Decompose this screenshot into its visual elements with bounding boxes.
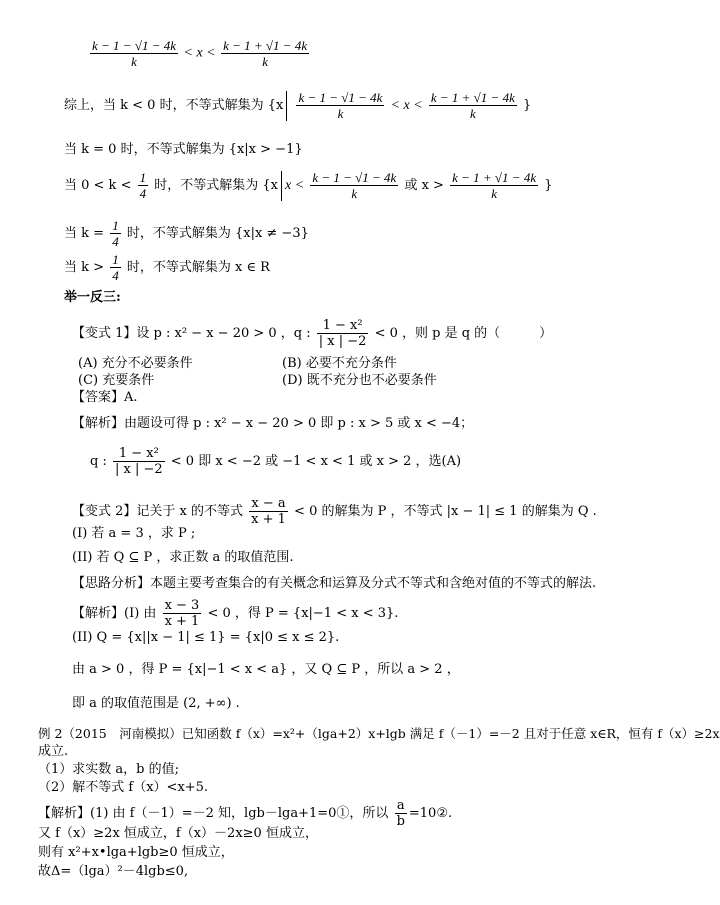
example-2-title: 例 2（2015 河南模拟）已知函数 f（x）=x²+（lga+2）x+lgb 满足 f（－1）=－2 且对于任意 x∈R，恒有 f（x）≥2x [38,726,720,741]
answer: 【答案】A. [72,390,138,405]
denominator: | x | −2 [318,334,367,349]
text: 当 k > [64,260,105,275]
subquestion-1: (I) 若 a = 3 ，求 P ; [72,526,196,541]
solution-line-3: 由 a > 0 ，得 P = {x|−1 < x < a} ，又 Q ⊆ P ，所以 a > 2 ， [72,662,460,677]
denominator: x + 1 [164,614,200,629]
line-k-quarter [64,218,309,249]
solution-line-4: 即 a 的取值范围是 (2, +∞) . [72,696,240,711]
text: < 0 ，则 p 是 q 的（ ） [374,326,553,341]
denominator: k [131,54,137,69]
variant-1-question [72,318,552,349]
line-k-zero: 当 k = 0 时，不等式解集为 {x|x > −1} [64,142,303,157]
example-2-solution-3: 则有 x²+x•lga+lgb≥0 恒成立， [38,845,234,860]
fraction [90,38,178,69]
numerator: 1 [139,170,147,185]
fraction [221,38,309,69]
thinking-analysis: 【思路分析】本题主要考查集合的有关概念和运算及分式不等式和含绝对值的不等式的解法. [72,576,597,591]
denominator: | x | −2 [114,462,163,477]
fraction [110,252,121,283]
example-2-q2: （2）解不等式 f（x）<x+5. [38,780,209,795]
text: < 0 的解集为 P ，不等式 |x − 1| ≤ 1 的解集为 Q . [294,504,597,519]
example-2-solution-1 [38,798,452,829]
numerator: x − a [249,496,288,512]
text: 综上，当 k < 0 时，不等式解集为 {x [64,98,284,113]
numerator: 1 [112,252,119,267]
text: 【变式 2】记关于 x 的不等式 [72,504,243,519]
text: x < [285,178,305,193]
numerator: 1 − x² [317,318,369,334]
text: 【变式 1】设 p : x² − x − 20 > 0 ，q : [72,326,311,341]
set-bar [286,91,287,121]
text: < x < [183,45,216,61]
numerator: k − 1 + √1 − 4k [430,90,515,105]
fraction [310,170,398,201]
example-2-solution-4: 故Δ=（lga）²－4lgb≤0, [38,864,189,879]
text: 当 k = [64,226,105,241]
line-k-greater [64,252,270,283]
line-k-between [64,170,553,201]
denominator: 4 [112,234,119,249]
denominator: k [262,54,268,69]
numerator: k − 1 + √1 − 4k [452,170,537,185]
text: =10②. [408,806,453,821]
section-heading: 举一反三: [64,290,121,305]
text: 时，不等式解集为 {x [154,178,278,193]
denominator: k [469,106,476,121]
fraction [110,218,121,249]
fraction [138,170,149,201]
example-2-solution-2: 又 f（x）≥2x 恒成立，f（x）－2x≥0 恒成立， [38,826,318,841]
solution-line-2: (II) Q = {x||x − 1| ≤ 1} = {x|0 ≤ x ≤ 2}. [72,630,340,645]
numerator: k − 1 − √1 − 4k [298,90,383,105]
fraction [317,318,369,349]
solution-line-1 [72,598,398,629]
text: 当 0 < k < [64,178,132,193]
text: 时，不等式解集为 {x|x ≠ −3} [126,226,309,241]
denominator: 4 [112,268,119,283]
denominator: k [491,186,497,201]
text: } [544,178,553,193]
denominator: b [396,814,405,829]
numerator: 1 [112,218,119,233]
text: 【解析】(1) 由 f（－1）=－2 知，lgb－lga+1=0①，所以 [38,806,389,821]
numerator: k − 1 − √1 − 4k [312,170,397,185]
fraction [450,170,538,201]
denominator: x + 1 [251,512,286,527]
line-summary-k-negative [64,90,531,121]
numerator: k − 1 + √1 − 4k [223,38,308,53]
option-c: (C) 充要条件 [78,373,155,388]
line-fraction-ineq [88,38,311,69]
denominator: k [351,186,358,201]
subquestion-2: (II) 若 Q ⊆ P ，求正数 a 的取值范围. [72,550,294,565]
fraction [395,798,407,829]
option-a: (A) 充分不必要条件 [78,356,193,371]
text: 【解析】(I) 由 [72,606,157,621]
fraction [296,90,384,121]
text: q : [90,454,107,469]
example-2-q1: （1）求实数 a，b 的值; [38,762,179,777]
variant-2-question [72,496,597,527]
fraction [429,90,517,121]
text: } [522,98,532,113]
option-d: (D) 既不充分也不必要条件 [282,373,437,388]
text: 时，不等式解集为 x ∈ R [126,260,270,275]
example-2-title-cont: 成立. [38,744,69,759]
numerator: x − 3 [164,598,200,613]
numerator: k − 1 − √1 − 4k [92,38,176,53]
fraction [249,496,288,527]
set-bar [281,171,282,201]
text: < x < [390,98,423,113]
option-b: (B) 必要不充分条件 [282,356,397,371]
text: < 0 即 x < −2 或 −1 < x < 1 或 x > 2 ，选(A) [170,454,462,469]
numerator: 1 − x² [113,446,165,462]
analysis-line-1: 【解析】由题设可得 p : x² − x − 20 > 0 即 p : x > 5 或 x < −4； [72,416,474,431]
numerator: a [395,798,407,814]
analysis-line-2 [90,446,461,477]
text: < 0 ，得 P = {x|−1 < x < 3}. [207,606,399,621]
fraction [113,446,165,477]
denominator: 4 [139,186,147,201]
text: 或 x > [404,178,444,193]
fraction [163,598,202,629]
denominator: k [337,106,344,121]
